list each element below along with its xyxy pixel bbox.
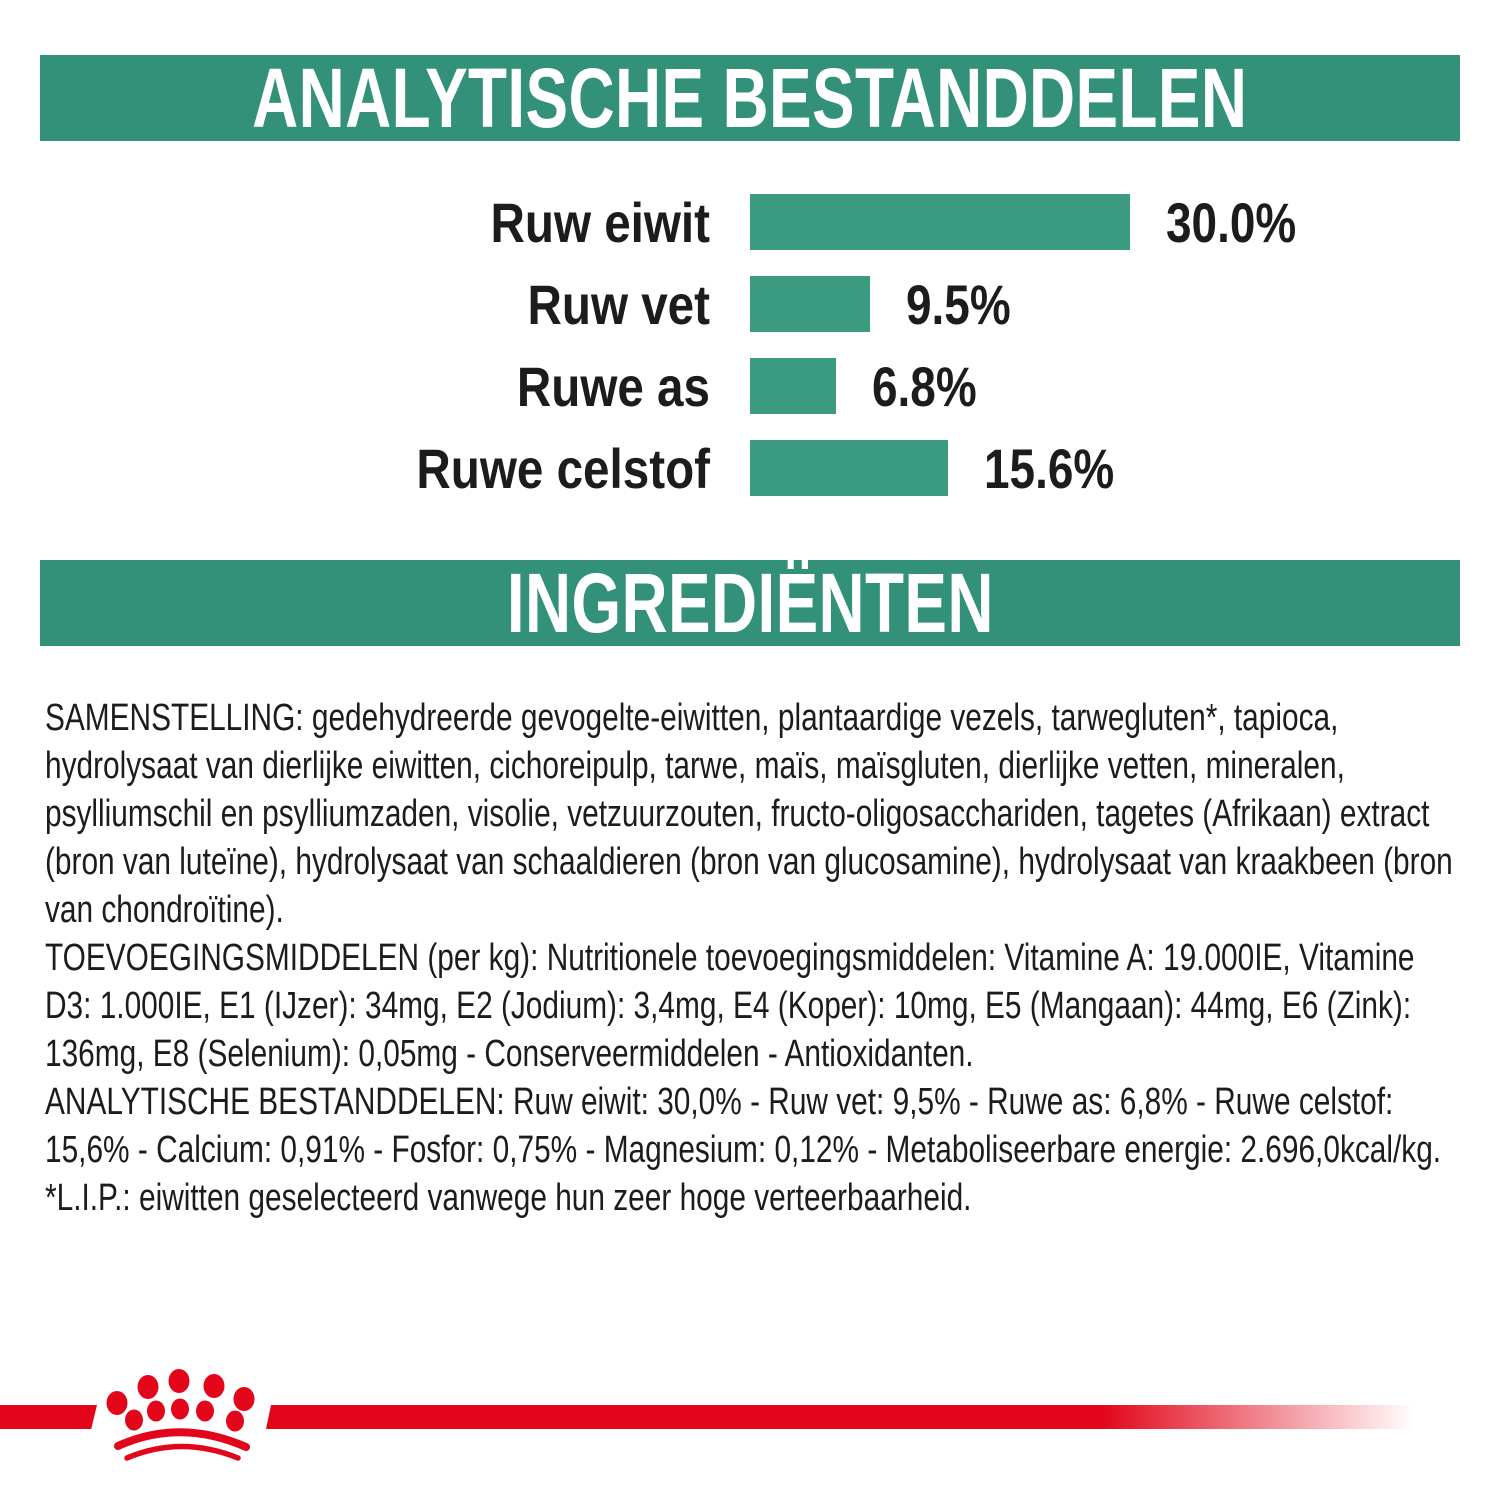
- nutrient-bar: [750, 440, 948, 496]
- ingredients-section-title: INGREDIËNTEN: [506, 556, 994, 650]
- nutrient-bar: [750, 276, 870, 332]
- chart-row: [0, 190, 1325, 254]
- nutrient-value: 15.6%: [984, 436, 1115, 500]
- chart-row: [0, 436, 1143, 500]
- red-stripe-left: [0, 1405, 97, 1429]
- nutrient-label: Ruwe celstof: [416, 436, 710, 500]
- analytical-section-header: [40, 51, 1460, 145]
- analytical-constituents-paragraph: ANALYTISCHE BESTANDDELEN: Ruw eiwit: 30,0% - Ruw vet: 9,5% - Ruwe as: 6,8% - Ruwe celstof: 15,6% - Calcium: 0,91% - Fosfor: 0,75% - Magnesium: 0,12% - Metaboliseerbare energie: 2.696,0kcal/kg.: [45, 1081, 1442, 1171]
- ingredients-section-header: [40, 556, 1460, 650]
- ingredients-text-block: [45, 694, 1458, 1222]
- nutrient-label: Ruw eiwit: [490, 190, 710, 254]
- chart-row: [0, 354, 1000, 418]
- nutrient-value: 9.5%: [906, 272, 1011, 336]
- nutrient-bar: [750, 194, 1130, 250]
- nutrient-value: 6.8%: [872, 354, 977, 418]
- nutrient-label: Ruwe as: [516, 354, 710, 418]
- royal-canin-crown-icon: [98, 1366, 262, 1466]
- additives-paragraph: TOEVOEGINGSMIDDELEN (per kg): Nutritionele toevoegingsmiddelen: Vitamine A: 19.000IE, Vitamine D3: 1.000IE, E1 (IJzer): 34mg, E2 (Jodium): 3,4mg, E4 (Koper): 10mg, E5 (Mangaan): 44mg, E6 (Zink): 136mg, E8 (Selenium): 0,05mg - Conserveermiddelen - Antioxidanten.: [45, 937, 1415, 1075]
- nutrient-label: Ruw vet: [527, 272, 710, 336]
- composition-paragraph: SAMENSTELLING: gedehydreerde gevogelte-eiwitten, plantaardige vezels, tarwegluten*, tapioca, hydrolysaat van dierlijke eiwitten, cichoreipulp, tarwe, maïs, maïsgluten, dierlijke vetten, mineralen, psylliumschil en psylliumzaden, visolie, vetzuurzouten, fructo-oligosacchariden, tagetes (Afrikaan) extract (bron van luteïne), hydrolysaat van schaaldieren (bron van glucosamine), hydrolysaat van kraakbeen (bron van chondroïtine).: [45, 697, 1453, 931]
- red-stripe-right: [266, 1405, 1426, 1429]
- nutrient-value: 30.0%: [1166, 190, 1297, 254]
- analytical-section-title: ANALYTISCHE BESTANDDELEN: [252, 51, 1248, 145]
- chart-row: [0, 272, 1034, 336]
- lip-footnote: *L.I.P.: eiwitten geselecteerd vanwege hun zeer hoge verteerbaarheid.: [45, 1177, 972, 1219]
- nutrient-bar: [750, 358, 836, 414]
